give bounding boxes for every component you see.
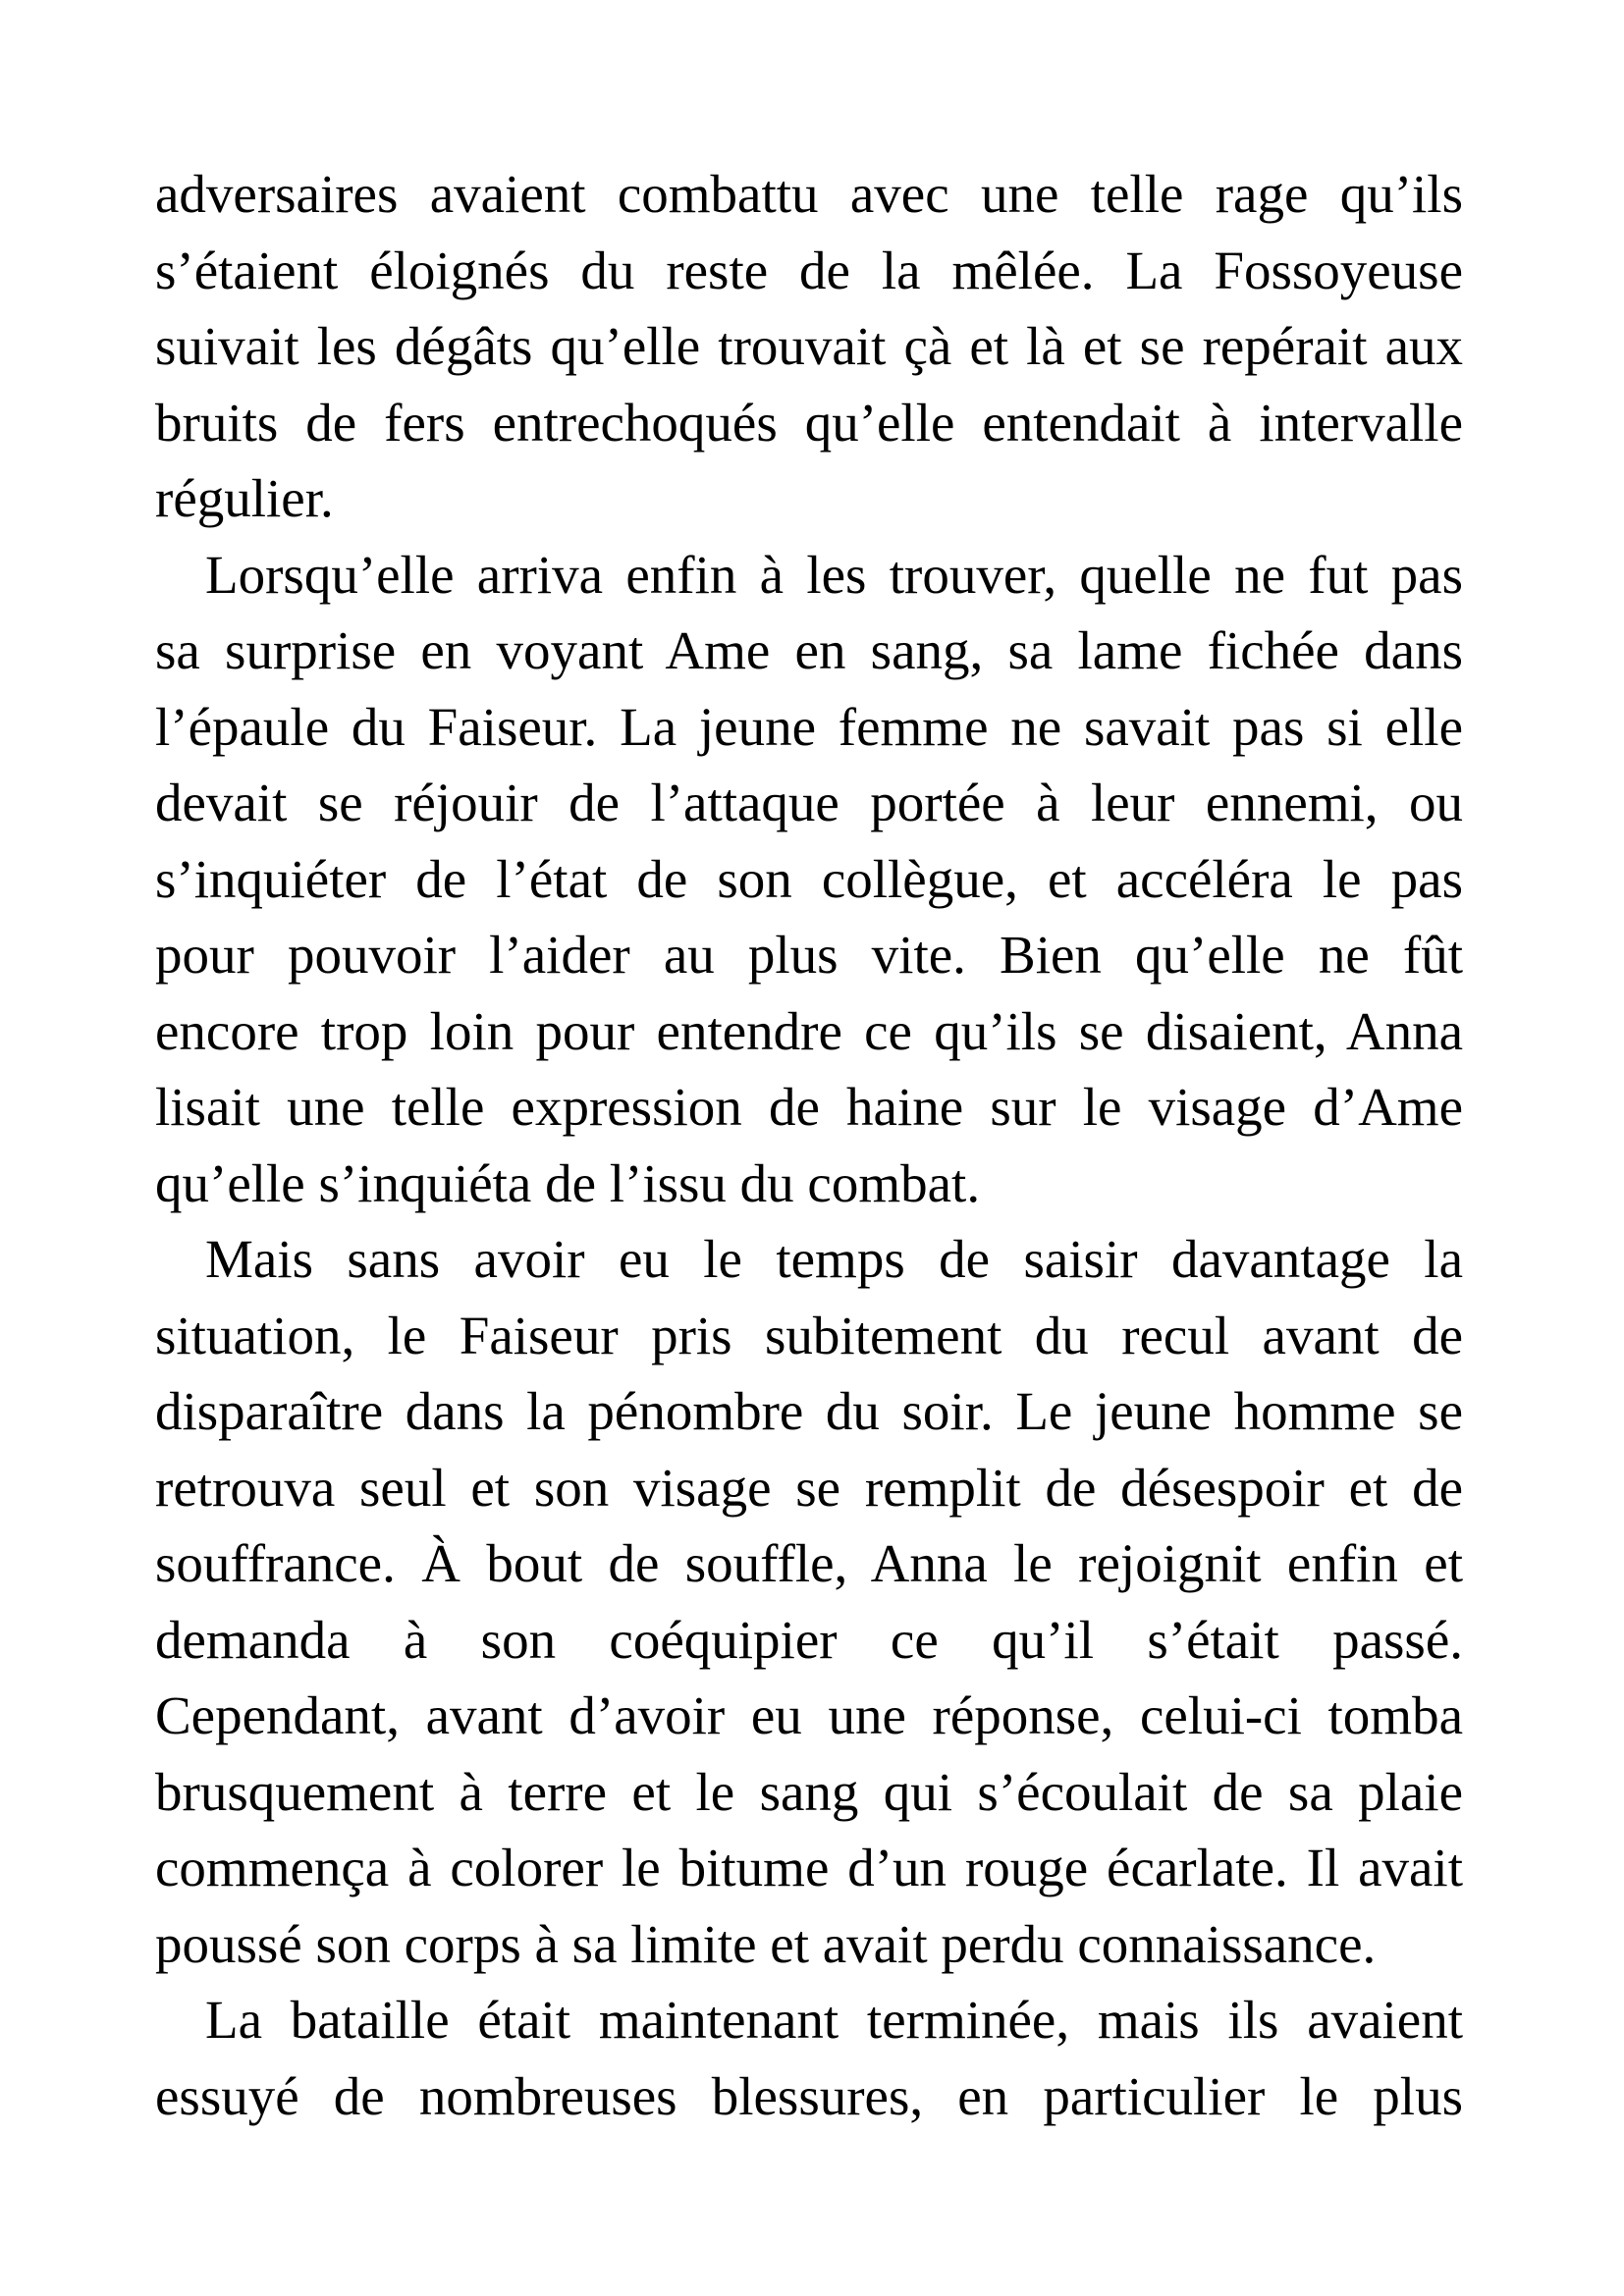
text-line: disparaître dans la pénombre du soir. Le jeune homme se [155, 1381, 1463, 1441]
paragraph [155, 1982, 1463, 2134]
text-line: La bataille était maintenant terminée, mais ils avaient [205, 1990, 1463, 2050]
text-line: l’épaule du Faiseur. La jeune femme ne savait pas si elle [155, 696, 1463, 757]
text-line: Lorsqu’elle arriva enfin à les trouver, quelle ne fut pas [205, 544, 1463, 605]
text-line: adversaires avaient combattu avec une telle rage qu’ils [155, 164, 1463, 224]
text-line: brusquement à terre et le sang qui s’écoulait de sa plaie [155, 1761, 1463, 1822]
text-line: retrouva seul et son visage se remplit de désespoir et de [155, 1457, 1463, 1518]
paragraph [155, 537, 1463, 1222]
text-line: qu’elle s’inquiéta de l’issu du combat. [155, 1152, 981, 1213]
text-line: essuyé de nombreuses blessures, en particulier le plus [155, 2065, 1463, 2126]
text-line: bruits de fers entrechoqués qu’elle entendait à intervalle [155, 392, 1463, 453]
text-line: lisait une telle expression de haine sur le visage d’Ame [155, 1077, 1463, 1137]
text-line: Mais sans avoir eu le temps de saisir davantage la [205, 1229, 1463, 1289]
text-line: pour pouvoir l’aider au plus vite. Bien qu’elle ne fût [155, 925, 1463, 985]
text-line: régulier. [155, 468, 334, 528]
text-line: souffrance. À bout de souffle, Anna le rejoignit enfin et [155, 1533, 1463, 1593]
text-line: suivait les dégâts qu’elle trouvait çà et là et se repérait aux [155, 316, 1463, 376]
text-line: poussé son corps à sa limite et avait perdu connaissance. [155, 1913, 1377, 1974]
text-line: encore trop loin pour entendre ce qu’ils se disaient, Anna [155, 1000, 1463, 1061]
text-line: demanda à son coéquipier ce qu’il s’était passé. [155, 1609, 1463, 1670]
text-line: situation, le Faiseur pris subitement du recul avant de [155, 1305, 1463, 1365]
text-line: commença à colorer le bitume d’un rouge écarlate. Il avait [155, 1838, 1463, 1897]
paragraph [155, 1221, 1463, 1982]
text-line: devait se réjouir de l’attaque portée à leur ennemi, ou [155, 773, 1463, 832]
page-text [155, 156, 1463, 2134]
text-line: s’inquiéter de l’état de son collègue, et accéléra le pas [155, 848, 1463, 909]
text-line: s’étaient éloignés du reste de la mêlée. La Fossoyeuse [155, 240, 1463, 300]
text-line: sa surprise en voyant Ame en sang, sa lame fichée dans [155, 620, 1463, 680]
paragraph [155, 156, 1463, 537]
text-line: Cependant, avant d’avoir eu une réponse, celui-ci tomba [155, 1685, 1463, 1745]
